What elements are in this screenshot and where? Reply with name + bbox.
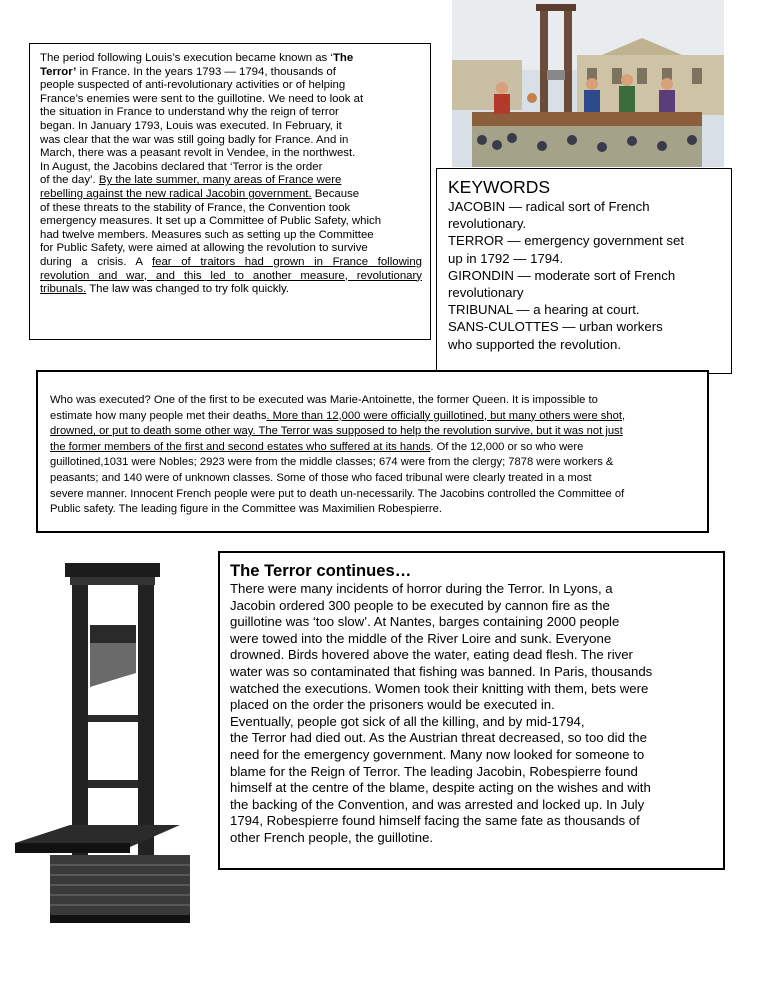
underlined-text: the former members of the first and second estates who suffered at its hands: [50, 440, 431, 453]
guillotine-image: [10, 555, 210, 930]
text-run: for Public Safety, were aimed at allowing the revolution to survive: [40, 242, 368, 255]
text-line: [50, 455, 697, 471]
text-run: during a crisis. A: [40, 255, 152, 268]
text-run: March, there was a peasant revolt in Vendee, in the northwest.: [40, 147, 356, 160]
keyword-line: GIRONDIN — moderate sort of French: [448, 267, 676, 283]
underlined-text: tribunals.: [40, 283, 87, 296]
text-line: [50, 471, 697, 487]
text-line: There were many incidents of horror during the Terror. In Lyons, a: [230, 581, 613, 596]
keyword-line: TRIBUNAL — a hearing at court.: [448, 302, 640, 318]
text-line: the backing of the Convention, and was arrested and locked up. In July: [230, 796, 645, 812]
keywords-title: KEYWORDS: [448, 177, 551, 197]
text-line: Eventually, people got sick of all the killing, and by mid-1794,: [230, 713, 585, 729]
text-line: drowned. Birds hovered above the water, eating dead flesh. The river: [230, 647, 633, 663]
text-line: [50, 440, 697, 456]
text-run: . Of the 12,000 or so who were: [430, 440, 584, 453]
text-line: himself at the centre of the blame, despite acting on the wishes and with: [230, 780, 651, 796]
text-run: peasants; and 140 were of unknown classes. Some of those who faced tribunal were clearly treated in a most: [50, 471, 592, 484]
keyword-line: revolutionary: [448, 285, 524, 301]
text-line: [40, 174, 422, 188]
text-line: 1794, Robespierre found himself facing the same fate as thousands of: [230, 813, 640, 829]
text-line: other French people, the guillotine.: [230, 829, 434, 845]
keyword-line: revolutionary.: [448, 216, 527, 232]
text-line: [40, 120, 422, 134]
text-line: [40, 52, 422, 66]
text-run: people suspected of anti-revolutionary activities or of helping: [40, 79, 346, 92]
text-line: [50, 409, 697, 425]
text-line: [40, 242, 422, 256]
intro-paragraph: [40, 52, 422, 297]
text-run: The law was changed to try folk quickly.: [86, 283, 290, 296]
underlined-text: drowned, or put to death some other way. The Terror was supposed to help the revolution survive, but it was not just: [50, 425, 623, 438]
text-run: In August, the Jacobins declared that ‘Terror is the order: [40, 160, 323, 173]
text-line: blame for the Reign of Terror. The leading Jacobin, Robespierre found: [230, 763, 638, 779]
text-line: [50, 487, 697, 503]
underlined-text: rebelling against the new radical Jacobin government.: [40, 187, 312, 200]
text-run: severe manner. Innocent French people were put to death un-necessarily. The Jacobins controlled the Committee of: [50, 487, 625, 500]
text-run: began. In January 1793, Louis was executed. In February, it: [40, 119, 342, 132]
terror-continues-box: [218, 551, 725, 870]
text-line: the Terror had died out. As the Austrian threat decreased, so too did the: [230, 730, 647, 746]
text-run: of these threats to the stability of France, the Convention took: [40, 201, 351, 214]
underlined-text: By the late summer, many areas of France were: [98, 174, 342, 187]
text-line: need for the emergency government. Many now looked for someone to: [230, 746, 645, 762]
keywords-box: [436, 168, 732, 374]
text-line: [40, 188, 422, 202]
text-run: France’s enemies were sent to the guillotine. We need to look at: [40, 92, 364, 105]
text-line: Jacobin ordered 300 people to be executed by cannon fire as the: [230, 597, 610, 613]
text-run: the situation in France to understand why the reign of terror: [40, 106, 339, 119]
text-run: had twelve members. Measures such as setting up the Committee: [40, 228, 374, 241]
text-line: [40, 215, 422, 229]
text-line: [40, 202, 422, 216]
keyword-line: TERROR — emergency government set: [448, 233, 684, 249]
text-run: Who was executed? One of the first to be executed was Marie-Antoinette, the former Queen. It is impossible to: [50, 394, 598, 406]
text-run: in France. In the years 1793 — 1794, thousands of: [76, 65, 336, 78]
text-run: of the day’.: [40, 174, 99, 187]
keywords-list: [448, 198, 725, 353]
terror-continues-paragraph: [230, 581, 715, 847]
text-line: [40, 66, 422, 80]
underlined-text: . More than 12,000 were officially guillotined, but many others were shot,: [266, 409, 626, 422]
text-line: [40, 106, 422, 120]
text-run: Because: [311, 187, 360, 200]
text-line: [50, 502, 697, 518]
text-line: [40, 229, 422, 243]
text-line: water was so contaminated that fishing was banned. In Paris, thousands: [230, 663, 653, 679]
text-line: [40, 134, 422, 148]
text-line: [50, 424, 697, 440]
text-line: [40, 161, 422, 175]
keyword-line: up in 1792 — 1794.: [448, 250, 564, 266]
text-line: watched the executions. Women took their knitting with them, bets were: [230, 680, 649, 696]
bold-text: The: [332, 52, 354, 64]
text-line: [50, 393, 697, 409]
executed-text-box: [36, 370, 709, 533]
text-run: The period following Louis’s execution became known as ‘: [40, 52, 333, 64]
text-run: was clear that the war was still going badly for France. And in: [40, 133, 349, 146]
text-line: [40, 79, 422, 93]
text-run: guillotined,1031 were Nobles; 2923 were from the middle classes; 674 were from the clergy; 7878 were workers &: [50, 456, 614, 469]
text-run: Public safety. The leading figure in the Committee was Maximilien Robespierre.: [50, 503, 442, 516]
keyword-line: JACOBIN — radical sort of French: [448, 199, 650, 214]
text-line: placed on the order the prisoners would be executed in.: [230, 697, 555, 713]
text-line: [40, 147, 422, 161]
text-line: [40, 270, 422, 284]
executed-paragraph: [50, 393, 697, 518]
execution-painting: [452, 0, 724, 167]
text-line: [40, 93, 422, 107]
keyword-line: who supported the revolution.: [448, 336, 622, 352]
keyword-line: SANS-CULOTTES — urban workers: [448, 319, 663, 335]
intro-text-box: [29, 43, 431, 340]
text-line: were towed into the middle of the River Loire and sunk. Everyone: [230, 630, 612, 646]
text-line: guillotine was ‘too slow’. At Nantes, barges containing 2000 people: [230, 614, 620, 630]
underlined-text: revolution and war, and this led to another measure, revolutionary: [40, 269, 422, 282]
text-line: [40, 256, 422, 270]
bold-text: Terror’: [40, 65, 77, 78]
text-run: estimate how many people met their deaths: [50, 409, 267, 422]
text-run: emergency measures. It set up a Committee of Public Safety, which: [40, 215, 382, 228]
underlined-text: fear of traitors had grown in France following: [151, 255, 422, 268]
terror-continues-title: The Terror continues…: [230, 561, 412, 580]
text-line: [40, 283, 422, 297]
